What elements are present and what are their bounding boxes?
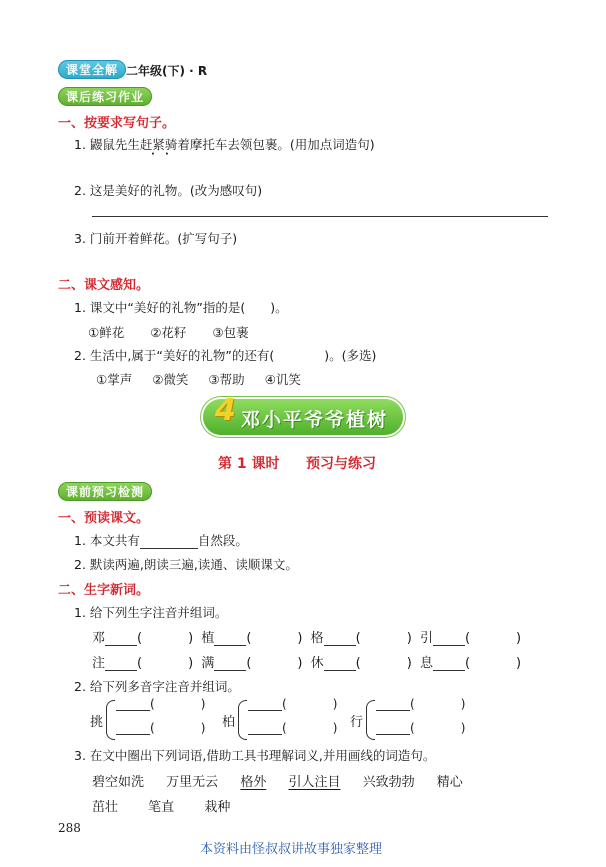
option-list xyxy=(88,323,249,341)
section-preview-title: 一、预读课文。 xyxy=(58,511,150,526)
lesson-label: 第 1 课时 xyxy=(218,456,280,472)
before-class-badge: 课前预习检测 xyxy=(58,482,152,501)
lesson-title: 预习与练习 xyxy=(306,456,376,472)
question-p1-2: 2. 默读两遍,朗读三遍,读通、读顺课文。 xyxy=(74,557,298,572)
word: 茁壮 xyxy=(92,800,119,815)
polyphone-char: 挑 xyxy=(90,715,104,730)
question-p2-3: 3. 在文中圈出下列词语,借助工具书理解词义,并用画线的词造句。 xyxy=(74,748,436,763)
pinyin-blank[interactable] xyxy=(433,656,465,671)
pinyin-blank[interactable] xyxy=(214,631,246,646)
pinyin-blank[interactable] xyxy=(433,631,465,646)
page-number: 288 xyxy=(58,821,81,835)
polyphone-char: 行 xyxy=(350,715,364,730)
question-p2-1: 1. 给下列生字注音并组词。 xyxy=(74,605,228,620)
brace xyxy=(366,700,375,740)
word: 万里无云 xyxy=(166,775,219,790)
word: 兴致勃勃 xyxy=(362,775,415,790)
answer-blank[interactable] xyxy=(140,534,198,549)
header-badge: 课堂全解 xyxy=(58,60,126,79)
poly-entry[interactable]: ( ) xyxy=(116,721,205,735)
question-1-1: 1. 鼹鼠先生赶紧骑着摩托车去领包裹。(用加点词造句) xyxy=(74,137,375,152)
emphasis-dot: · xyxy=(151,149,155,160)
character: 息 xyxy=(419,656,433,671)
character: 满 xyxy=(201,656,215,671)
poly-entry[interactable]: ( ) xyxy=(116,697,205,711)
brace xyxy=(238,700,247,740)
question-1-3: 3. 门前开着鲜花。(扩写句子) xyxy=(74,231,238,246)
chapter-banner xyxy=(203,393,403,435)
grade-label: 二年级(下) · R xyxy=(126,64,208,78)
chapter-number: 4 xyxy=(215,393,236,428)
character: 邓 xyxy=(92,631,106,646)
pinyin-blank[interactable] xyxy=(324,656,356,671)
pinyin-blank[interactable] xyxy=(214,656,246,671)
option[interactable]: ③包裹 xyxy=(212,325,249,340)
footer-note: 本资料由怪叔叔讲故事独家整理 xyxy=(200,842,383,857)
polyphone-char: 柏 xyxy=(222,715,236,730)
poly-entry[interactable]: ( ) xyxy=(248,697,337,711)
option[interactable]: ②花籽 xyxy=(150,325,187,340)
after-class-badge: 课后练习作业 xyxy=(58,87,152,106)
character-row-2: 注 ( ) 满 ( ) 休 ( ) 息 ( ) xyxy=(92,656,522,671)
pinyin-blank[interactable] xyxy=(324,631,356,646)
pinyin-blank[interactable] xyxy=(105,656,137,671)
brace xyxy=(106,700,115,740)
answer-line[interactable] xyxy=(92,216,548,217)
section-write-sentences-title: 一、按要求写句子。 xyxy=(58,116,176,131)
character: 格 xyxy=(310,631,324,646)
word-list-1 xyxy=(92,771,463,790)
question-2-2: 2. 生活中,属于“美好的礼物”的还有( )。(多选) xyxy=(74,348,377,363)
pinyin-blank[interactable] xyxy=(105,631,137,646)
poly-entry[interactable]: ( ) xyxy=(376,721,465,735)
question-suffix: 自然段。 xyxy=(197,533,248,548)
section-text-perception-title: 二、课文感知。 xyxy=(58,278,150,293)
word: 栽种 xyxy=(204,800,231,815)
word-list-2 xyxy=(92,796,230,815)
poly-entry[interactable]: ( ) xyxy=(376,697,465,711)
word: 精心 xyxy=(436,775,463,790)
character: 注 xyxy=(92,656,106,671)
character: 植 xyxy=(201,631,215,646)
question-1-2: 2. 这是美好的礼物。(改为感叹句) xyxy=(74,183,263,198)
option[interactable]: ①鲜花 xyxy=(88,325,125,340)
character: 休 xyxy=(310,656,324,671)
section-new-words-title: 二、生字新词。 xyxy=(58,583,150,598)
word-underlined: 引人注目 xyxy=(288,775,341,790)
character-row-1: 邓 ( ) 植 ( ) 格 ( ) 引 ( ) xyxy=(92,631,522,646)
option[interactable]: ④讥笑 xyxy=(264,372,301,387)
poly-entry[interactable]: ( ) xyxy=(248,721,337,735)
word-underlined: 格外 xyxy=(240,775,267,790)
emphasis-dot: · xyxy=(165,149,169,160)
question-p1-1 xyxy=(74,531,248,549)
character: 引 xyxy=(419,631,433,646)
option[interactable]: ②微笑 xyxy=(152,372,189,387)
word: 笔直 xyxy=(148,800,175,815)
question-p2-2: 2. 给下列多音字注音并组词。 xyxy=(74,679,240,694)
question-2-1: 1. 课文中“美好的礼物”指的是( )。 xyxy=(74,300,288,315)
option[interactable]: ③帮助 xyxy=(208,372,245,387)
word: 碧空如洗 xyxy=(92,775,145,790)
chapter-title: 邓小平爷爷植树 xyxy=(241,409,389,431)
question-prefix: 1. 本文共有 xyxy=(74,533,140,548)
option[interactable]: ①掌声 xyxy=(96,372,133,387)
option-list xyxy=(96,370,301,388)
